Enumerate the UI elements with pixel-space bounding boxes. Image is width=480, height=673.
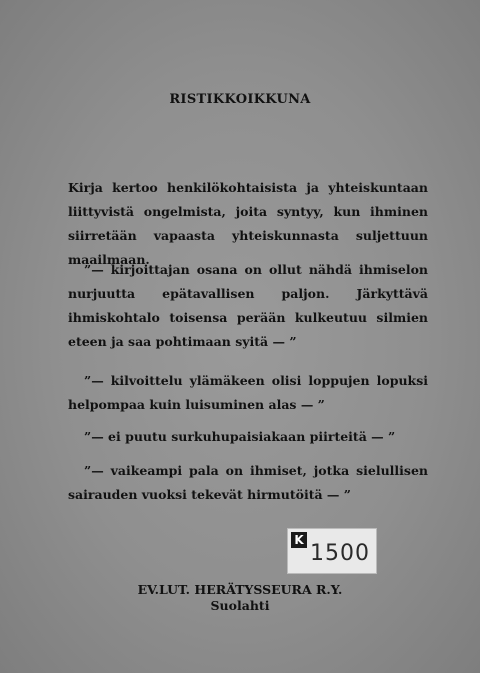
publisher-name: EV.LUT. HERÄTYSSEURA R.Y. xyxy=(137,582,343,597)
price-sticker xyxy=(287,528,377,574)
quote-paragraph: ”— kilvoittelu ylämäkeen olisi loppujen lopuksi helpompaa kuin luisuminen alas — ” xyxy=(68,373,428,412)
publisher-city: Suolahti xyxy=(210,598,270,613)
k-logo-icon: K xyxy=(291,532,307,548)
publisher-block xyxy=(0,582,480,614)
quote-paragraph: ”— kirjoittajan osana on ollut nähdä ihmiselon nurjuutta epätavallisen paljon. Järkyttävä ihmiskohtalo toisensa perään kulkeutuu silmien eteen ja saa pohtimaan syitä — ” xyxy=(68,262,428,349)
description-paragraph: Kirja kertoo henkilökohtaisista ja yhteiskuntaan liittyvistä ongelmista, joita syntyy, kun ihminen siirretään vapaasta yhteiskunnasta suljettuun maailmaan. xyxy=(68,180,428,267)
price-label: 1500 xyxy=(310,541,370,566)
quote-paragraph: ”— vaikeampi pala on ihmiset, jotka sielullisen sairauden vuoksi tekevät hirmutöitä — ” xyxy=(68,463,428,502)
quote-paragraph: ”— ei puutu surkuhupaisiakaan piirteitä — ” xyxy=(84,429,396,444)
book-title: RISTIKKOIKKUNA xyxy=(169,92,311,107)
